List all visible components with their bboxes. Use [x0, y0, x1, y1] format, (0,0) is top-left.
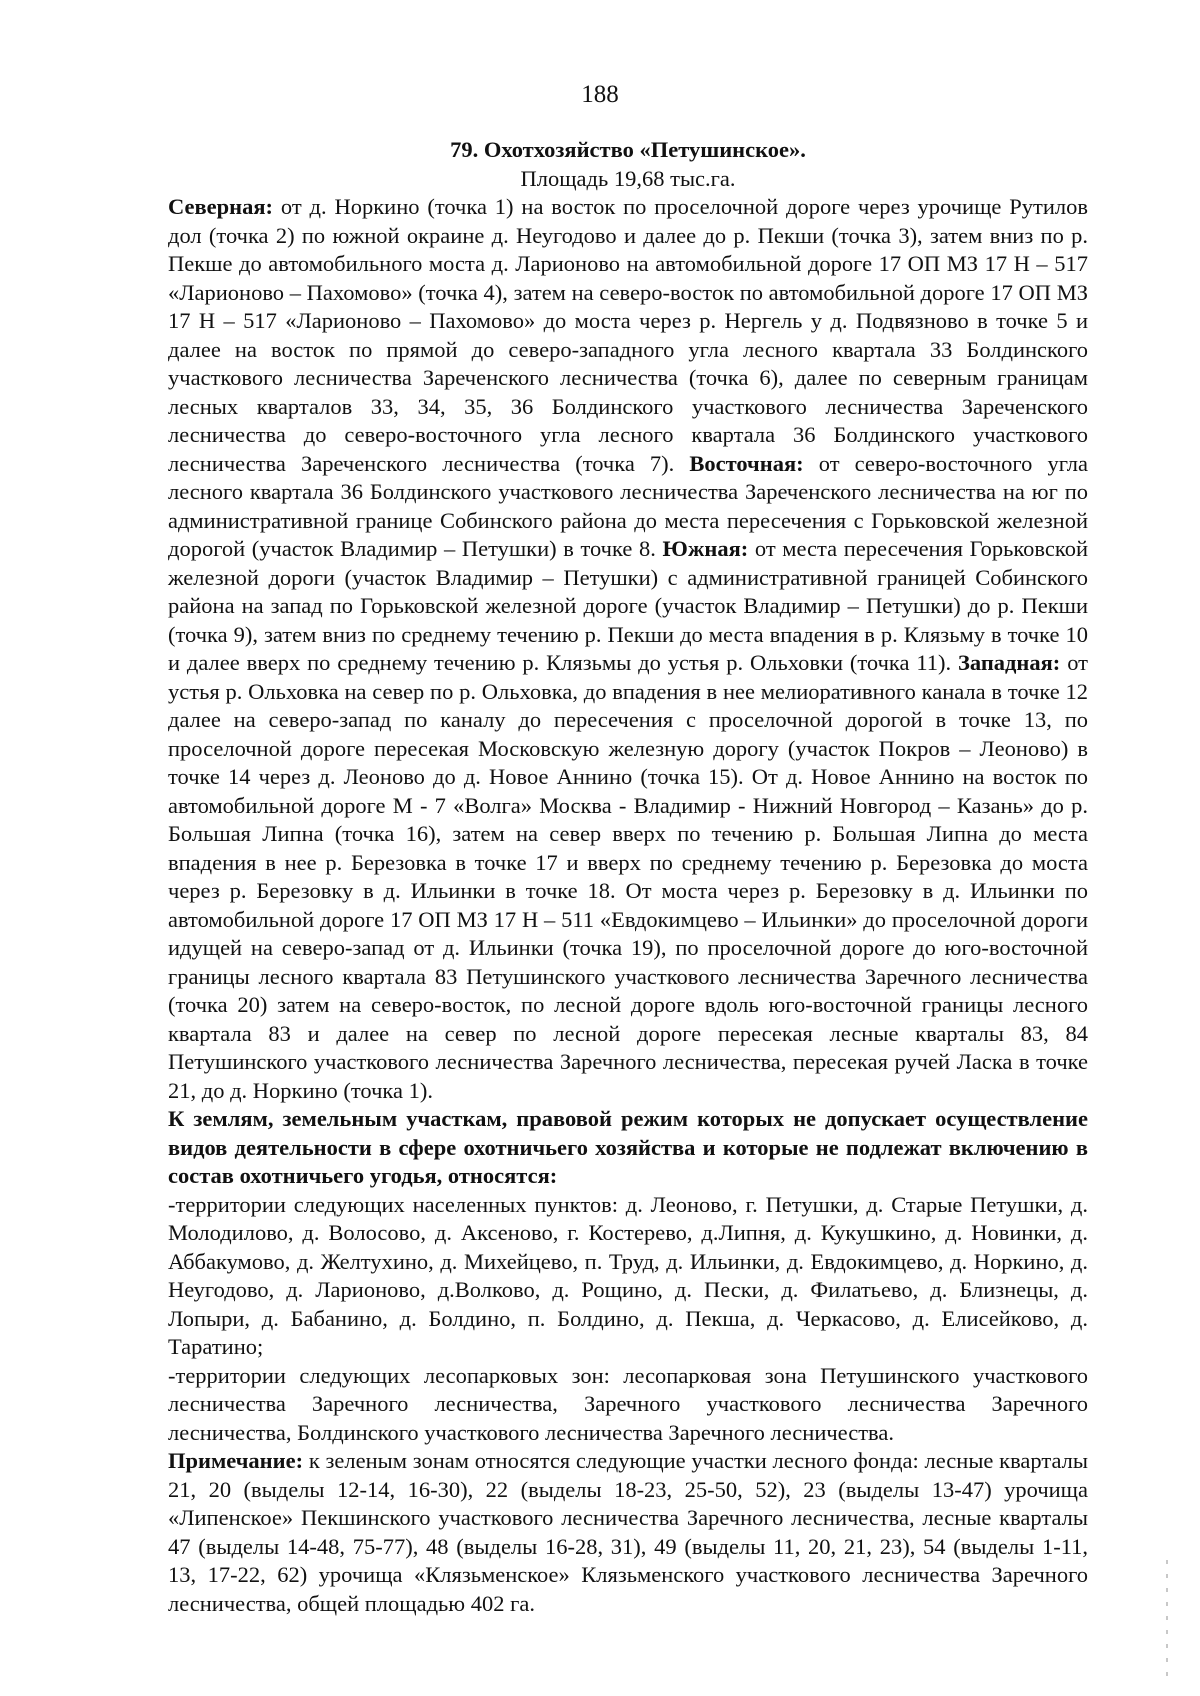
east-text: от северо-восточного угла лесного квартала 36 Болдинского участкового лесничества Зареченского лесничества на юг по административной границе Собинского района до места пересечения с Горьковской железной дорогой (участок Владимир – Петушки) в точке 8. [168, 450, 1089, 561]
note-text: к зеленым зонам относятся следующие участки лесного фонда: лесные кварталы 21, 20 (выделы 12-14, 16-30), 22 (выделы 18-23, 25-50, 52), 23 (выделы 13-47) урочища «Липенское» Пекшинского участкового лесничества Заречного лесничества, лесные кварталы 47 (выделы 14-48, 75-77), 48 (выделы 16-28, 31), 49 (выделы 11, 20, 21, 23), 54 (выделы 1-11, 13, 17-22, 62) урочища «Клязьменское» Клязьменского участкового лесничества Заречного лесничества, общей площадью 402 га. [168, 1448, 1088, 1616]
area-line: Площадь 19,68 тыс.га. [520, 165, 736, 191]
note-label: Примечание: [168, 1448, 304, 1473]
document-body [168, 136, 1088, 1618]
note-paragraph [168, 1447, 1088, 1618]
south-label: Южная: [662, 536, 749, 561]
scan-artifact-marks [1166, 1560, 1168, 1680]
south-text: от места пересечения Горьковской железной дороги (участок Владимир – Петушки) с административной границей Собинского района на запад по Горьковской железной дороге (участок Владимир – Петушки) до р. Пекши (точка 9), затем вниз по среднему течению р. Пекши до места впадения в р. Клязьму в точке 10 и далее вверх по среднему течению р. Клязьмы до устья р. Ольховки (точка 11). [168, 536, 1088, 675]
section-title: 79. Охотхозяйство «Петушинское». [450, 137, 806, 162]
page-number: 188 [581, 81, 619, 108]
excluded-lands-heading: К землям, земельным участкам, правовой режим которых не допускает осуществление видов деятельности в сфере охотничьего хозяйства и которые не подлежат включению в состав охотничьего угодья, относятся: [168, 1106, 1088, 1188]
forest-parks-paragraph: -территории следующих лесопарковых зон: лесопарковая зона Петушинского участкового лесничества Заречного лесничества, Заречного участкового лесничества Заречного лесничества, Болдинского участкового лесничества Заречного лесничества. [168, 1362, 1088, 1445]
settlements-paragraph: -территории следующих населенных пунктов: д. Леоново, г. Петушки, д. Старые Петушки, д. Молодилово, д. Волосово, д. Аксеново, г. Костерево, д.Липня, д. Кукушкино, д. Новинки, д. Аббакумово, д. Желтухино, д. Михейцево, п. Труд, д. Ильинки, д. Евдокимцево, д. Норкино, д. Неугодово, д. Ларионово, д.Волково, д. Рощино, д. Пески, д. Филатьево, д. Близнецы, д. Лопыри, д. Бабанино, д. Болдино, п. Болдино, д. Пекша, д. Черкасово, д. Елисейково, д. Таратино; [168, 1191, 1088, 1359]
east-label: Восточная: [689, 450, 804, 476]
west-label: Западная: [958, 650, 1061, 675]
north-label: Северная: [168, 194, 274, 219]
north-text: от д. Норкино (точка 1) на восток по проселочной дороге через урочище Рутилов дол (точка 2) по южной окраине д. Неугодово и далее до р. Пекши (точка 3), затем вниз по р. Пекше до автомобильного моста д. Ларионово на автомобильной дороге 17 ОП МЗ 17 Н – 517 «Ларионово – Пахомово» (точка 4), затем на северо-восток по автомобильной дороге 17 ОП МЗ 17 Н – 517 «Ларионово – Пахомово» до моста через р. Нергель у д. Подвязново в точке 5 и далее на восток по прямой до северо-западного угла лесного квартала 33 Болдинского участкового лесничества Зареченского лесничества (точка 6), далее по северным границам лесных кварталов 33, 34, 35, 36 Болдинского участкового лесничества Зареченского лесничества до северо-восточного угла лесного квартала 36 Болдинского участкового лесничества Зареченского лесничества (точка 7). [168, 194, 1088, 476]
west-text: от устья р. Ольховка на север по р. Ольховка, до впадения в нее мелиоративного канала в точке 12 далее на северо-запад по каналу до пересечения с проселочной дорогой в точке 13, по проселочной дороге пересекая Московскую железную дорогу (участок Покров – Леоново) в точке 14 через д. Леоново до д. Новое Аннино (точка 15). От д. Новое Аннино на восток по автомобильной дороге М - 7 «Волга» Москва - Владимир - Нижний Новгород – Казань» до р. Большая Липна (точка 16), затем на север вверх по течению р. Большая Липна до места впадения в нее р. Березовка в точке 17 и вверх по среднему течению р. Березовка до моста через р. Березовку в д. Ильинки в точке 18. От моста через р. Березовку в д. Ильинки по автомобильной дороге 17 ОП МЗ 17 Н – 511 «Евдокимцево – Ильинки» до проселочной дороги идущей на северо-запад от д. Ильинки (точка 19), по проселочной дороге до юго-восточной границы лесного квартала 83 Петушинского участкового лесничества Заречного лесничества (точка 20) затем на северо-восток, по лесной дороге вдоль юго-восточной границы лесного квартала 83 и далее на север по лесной дороге пересекая лесные кварталы 83, 84 Петушинского участкового лесничества Заречного лесничества, пересекая ручей Ласка в точке 21, до д. Норкино (точка 1). [168, 650, 1088, 1103]
boundaries-paragraph [168, 193, 1088, 1105]
